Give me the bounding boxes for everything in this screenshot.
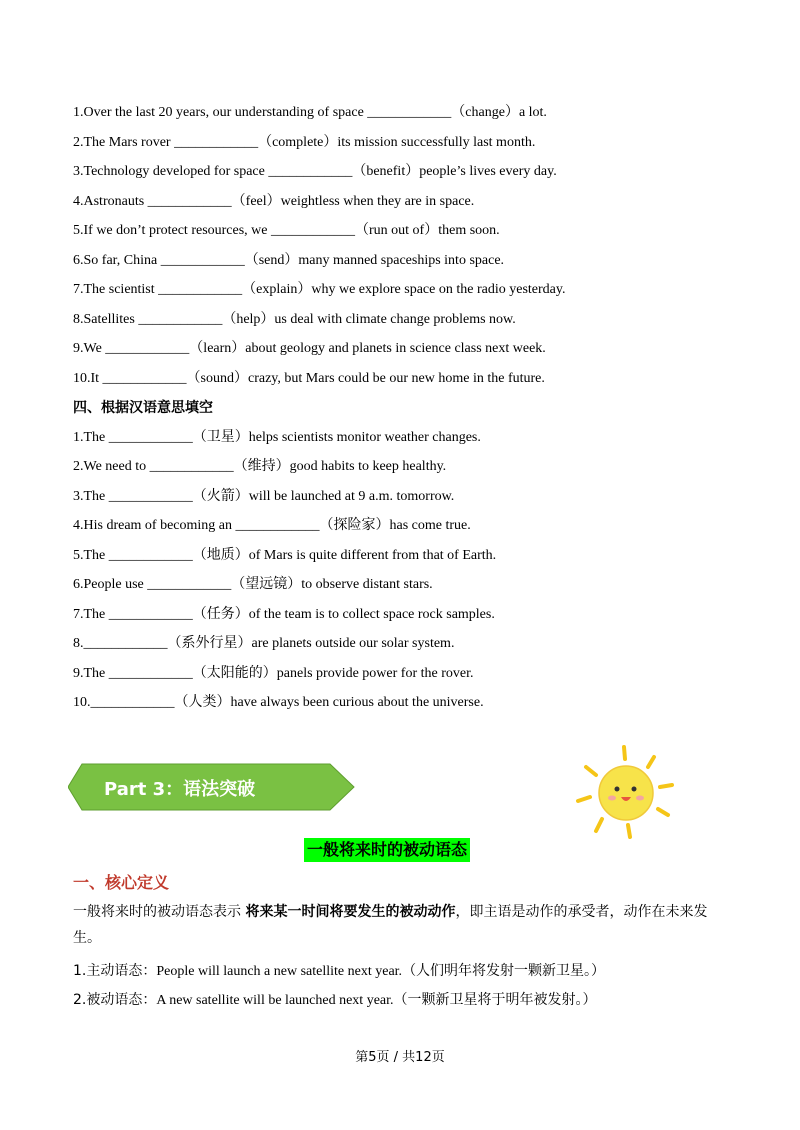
example-label: 2.被动语态： <box>73 992 157 1008</box>
example-passive <box>73 989 597 1009</box>
exercise-item: 10.____________（人类）have always been curious about the universe. <box>73 695 484 710</box>
definition-paragraph <box>73 899 733 951</box>
example-english: People will launch a new satellite next year. <box>156 964 403 979</box>
exercise-item: 8.____________（系外行星）are planets outside our solar system. <box>73 636 455 651</box>
exercise-item: 2.The Mars rover ____________（complete）its mission successfully last month. <box>73 134 536 150</box>
example-label: 1.主动语态： <box>73 963 157 979</box>
sun-icon <box>572 745 682 850</box>
exercise-list <box>73 104 753 724</box>
example-chinese: （一颗新卫星将于明年被发射。） <box>393 992 597 1008</box>
exercise-item: 6.So far, China ____________（send）many manned spaceships into space. <box>73 252 505 268</box>
part3-banner <box>68 762 358 812</box>
definition-emphasis: 将来某一时间将要发生的被动动作 <box>245 904 456 920</box>
section-heading: 四、根据汉语意思填空 <box>73 400 213 416</box>
definition-tail: ，即主语是动作的承受者，动作在未来发生。 <box>73 904 708 946</box>
exercise-item: 1.Over the last 20 years, our understanding of space ____________（change）a lot. <box>73 105 547 120</box>
exercise-item: 8.Satellites ____________（help）us deal with climate change problems now. <box>73 311 516 327</box>
exercise-item: 7.The ____________（任务）of the team is to collect space rock samples. <box>73 606 495 622</box>
exercise-item: 5.The ____________（地质）of Mars is quite different from that of Earth. <box>73 547 497 563</box>
exercise-item: 4.His dream of becoming an ____________（探险家）has come true. <box>73 518 471 533</box>
exercise-item: 3.The ____________（火箭）will be launched at 9 a.m. tomorrow. <box>73 488 455 504</box>
example-active <box>73 960 605 980</box>
exercise-item: 5.If we don’t protect resources, we ____________（run out of）them soon. <box>73 223 500 238</box>
exercise-item: 3.Technology developed for space ____________（benefit）people’s lives every day. <box>73 164 557 179</box>
exercise-item: 1.The ____________（卫星）helps scientists monitor weather changes. <box>73 429 481 445</box>
definition-lead: 一般将来时的被动语态表示 <box>73 904 246 920</box>
exercise-item: 7.The scientist ____________（explain）why we explore space on the radio yesterday. <box>73 282 566 297</box>
exercise-item: 9.We ____________（learn）about geology and planets in science class next week. <box>73 341 546 356</box>
exercise-item: 4.Astronauts ____________（feel）weightless when they are in space. <box>73 193 475 209</box>
core-definition-heading: 一、核心定义 <box>73 873 170 892</box>
exercise-item: 10.It ____________（sound）crazy, but Mars could be our new home in the future. <box>73 370 545 386</box>
exercise-item: 6.People use ____________（望远镜）to observe distant stars. <box>73 577 433 592</box>
part3-title: Part 3：语法突破 <box>104 779 256 800</box>
example-chinese: （人们明年将发射一颗新卫星。） <box>402 963 606 979</box>
example-english: A new satellite will be launched next year. <box>156 993 394 1008</box>
exercise-item: 9.The ____________（太阳能的）panels provide power for the rover. <box>73 665 474 681</box>
exercise-item: 2.We need to ____________（维持）good habits to keep healthy. <box>73 459 447 474</box>
grammar-title: 一般将来时的被动语态 <box>304 838 470 862</box>
page-footer: 第5页 / 共12页 <box>355 1050 445 1065</box>
